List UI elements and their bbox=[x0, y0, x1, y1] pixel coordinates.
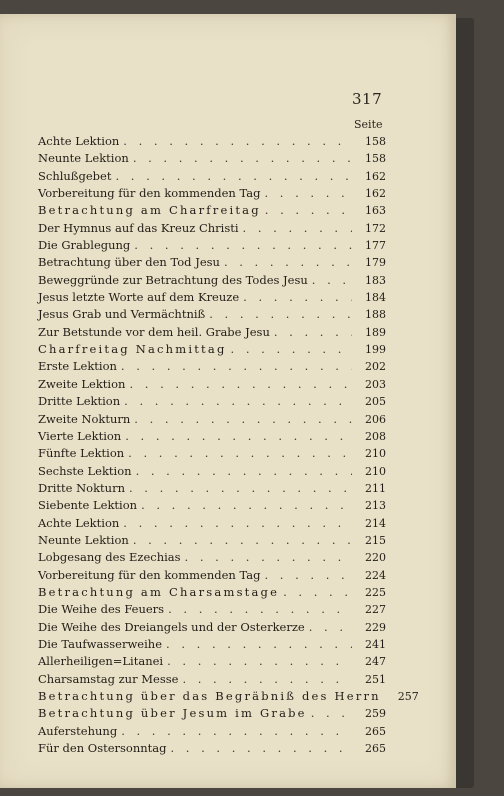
toc-entry-page: 259 bbox=[365, 707, 386, 721]
toc-dot-leader bbox=[231, 342, 352, 356]
toc-entry-title: Betrachtung am Charsamstage bbox=[38, 584, 280, 599]
toc-entry-title: Betrachtung über das Begräbniß des Herrn bbox=[38, 689, 381, 703]
toc-dot-leader bbox=[168, 602, 352, 616]
toc-entry-title: Erste Lektion bbox=[38, 359, 117, 374]
toc-entry bbox=[38, 706, 386, 723]
toc-entry bbox=[38, 377, 386, 394]
toc-dot-leader bbox=[128, 446, 352, 460]
toc-entry-title: Dritte Lektion bbox=[38, 394, 121, 409]
toc-entry bbox=[38, 359, 386, 376]
toc-dot-leader bbox=[133, 533, 352, 547]
toc-entry-title: Die Weihe des Dreiangels und der Osterkerze bbox=[38, 619, 305, 634]
toc-entry-title: Siebente Lektion bbox=[38, 498, 138, 513]
toc-entry-page: 205 bbox=[365, 395, 386, 409]
toc-entry-title: Zweite Nokturn bbox=[38, 411, 131, 426]
toc-entry-page: 158 bbox=[365, 152, 386, 166]
toc-entry-title: Charfreitag Nachmittag bbox=[38, 342, 227, 357]
toc-entry bbox=[38, 151, 386, 168]
toc-entry-page: 162 bbox=[365, 187, 386, 201]
toc-entry bbox=[38, 255, 386, 272]
toc-entry bbox=[38, 273, 386, 290]
toc-dot-leader bbox=[264, 186, 352, 200]
toc-dot-leader bbox=[209, 307, 352, 321]
toc-entry-title: Die Weihe des Feuers bbox=[38, 602, 165, 617]
toc-entry-page: 183 bbox=[365, 273, 386, 287]
toc-entry-title: Achte Lektion bbox=[38, 134, 120, 148]
toc-dot-leader bbox=[185, 550, 352, 564]
toc-dot-leader bbox=[311, 706, 352, 720]
toc-entry-page: 172 bbox=[365, 221, 386, 235]
toc-entry-title: Allerheiligen=Litanei bbox=[38, 654, 164, 669]
toc-entry-title: Jesus letzte Worte auf dem Kreuze bbox=[38, 290, 240, 305]
toc-entry-title: Achte Lektion bbox=[38, 515, 120, 530]
toc-dot-leader bbox=[121, 359, 352, 373]
toc-entry-title: Betrachtung über Jesum im Grabe bbox=[38, 706, 307, 721]
toc-entry-title: Neunte Lektion bbox=[38, 532, 129, 547]
toc-entry bbox=[38, 186, 386, 203]
toc-entry-title: Die Taufwasserweihe bbox=[38, 636, 163, 651]
toc-entry bbox=[38, 325, 386, 342]
toc-entry-page: 162 bbox=[365, 169, 386, 183]
toc-entry-page: 225 bbox=[365, 585, 386, 599]
toc-entry-page: 247 bbox=[365, 655, 386, 669]
toc-entry bbox=[38, 637, 386, 654]
toc-entry-page: 251 bbox=[365, 672, 386, 686]
toc-entry bbox=[38, 516, 386, 533]
toc-entry-title: Jesus Grab und Vermächtniß bbox=[38, 307, 206, 322]
toc-entry-page: 163 bbox=[365, 204, 386, 218]
toc-entry-page: 179 bbox=[365, 256, 386, 270]
toc-dot-leader bbox=[224, 255, 352, 269]
toc-entry-title: Zweite Lektion bbox=[38, 376, 126, 391]
toc-entry-title: Charsamstag zur Messe bbox=[38, 671, 179, 686]
toc-entry-page: 203 bbox=[365, 377, 386, 391]
toc-entry-page: 220 bbox=[365, 551, 386, 565]
toc-entry-title: Sechste Lektion bbox=[38, 463, 132, 478]
toc-entry bbox=[38, 290, 386, 307]
toc-entry-title: Zur Betstunde vor dem heil. Grabe Jesu bbox=[38, 324, 270, 339]
toc-entry-page: 210 bbox=[365, 464, 386, 478]
toc-entry bbox=[38, 238, 386, 255]
toc-dot-leader bbox=[121, 724, 352, 738]
toc-dot-leader bbox=[141, 498, 352, 512]
toc-entry bbox=[38, 568, 386, 585]
toc-entry bbox=[38, 585, 386, 602]
toc-entry-page: 208 bbox=[365, 429, 386, 443]
toc-entry bbox=[38, 689, 419, 706]
toc-entry-title: Neunte Lektion bbox=[38, 151, 129, 166]
toc-entry-page: 188 bbox=[365, 308, 386, 322]
toc-entry bbox=[38, 412, 386, 429]
toc-entry-page: 202 bbox=[365, 360, 386, 374]
toc-dot-leader bbox=[134, 238, 352, 252]
toc-dot-leader bbox=[124, 394, 352, 408]
toc-entry-page: 158 bbox=[365, 135, 386, 148]
toc-dot-leader bbox=[264, 568, 352, 582]
toc-entry-page: 177 bbox=[365, 239, 386, 253]
toc-entry-title: Vierte Lektion bbox=[38, 428, 122, 443]
toc-entry-page: 215 bbox=[365, 533, 386, 547]
toc-dot-leader bbox=[123, 516, 352, 530]
toc-dot-leader bbox=[129, 377, 352, 391]
toc-entry-page: 184 bbox=[365, 291, 386, 305]
toc-entry-page: 227 bbox=[365, 603, 386, 617]
toc-entry-title: Lobgesang des Ezechias bbox=[38, 550, 181, 565]
toc-entry bbox=[38, 724, 386, 741]
toc-entry bbox=[38, 654, 386, 671]
toc-entry-page: 213 bbox=[365, 499, 386, 513]
toc-entry bbox=[38, 741, 386, 758]
toc-entry-title: Der Hymnus auf das Kreuz Christi bbox=[38, 220, 239, 235]
toc-entry bbox=[38, 342, 386, 359]
toc-entry bbox=[38, 464, 386, 481]
toc-dot-leader bbox=[283, 585, 352, 599]
toc-entry-title: Fünfte Lektion bbox=[38, 446, 125, 461]
toc-entry-title: Auferstehung bbox=[38, 723, 118, 738]
page-column-header: Seite bbox=[354, 118, 383, 131]
toc-entry-page: 211 bbox=[365, 481, 386, 495]
toc-entry bbox=[38, 620, 386, 637]
toc-dot-leader bbox=[171, 741, 353, 755]
toc-dot-leader bbox=[309, 620, 352, 634]
toc-dot-leader bbox=[166, 637, 352, 651]
toc-entry bbox=[38, 672, 386, 689]
toc-entry-page: 210 bbox=[365, 447, 386, 461]
toc-entry bbox=[38, 203, 386, 220]
book-page bbox=[0, 14, 456, 788]
toc-entry-page: 229 bbox=[365, 620, 386, 634]
toc-entry bbox=[38, 134, 386, 151]
toc-dot-leader bbox=[312, 273, 352, 287]
toc-dot-leader bbox=[125, 429, 352, 443]
toc-dot-leader bbox=[129, 481, 352, 495]
toc-dot-leader bbox=[243, 221, 352, 235]
toc-entry-title: Die Grablegung bbox=[38, 238, 131, 253]
toc-entry-title: Dritte Nokturn bbox=[38, 480, 125, 495]
toc-entry-page: 214 bbox=[365, 516, 386, 530]
toc-entry-title: Vorbereitung für den kommenden Tag bbox=[38, 186, 261, 201]
toc-entry-title: Schlußgebet bbox=[38, 168, 112, 183]
toc-dot-leader bbox=[136, 464, 352, 478]
toc-entry bbox=[38, 307, 386, 324]
toc-entry bbox=[38, 481, 386, 498]
toc-entry bbox=[38, 533, 386, 550]
toc-entry-page: 265 bbox=[365, 724, 386, 738]
toc-entry bbox=[38, 498, 386, 515]
toc-dot-leader bbox=[134, 412, 352, 426]
page-number: 317 bbox=[352, 90, 383, 108]
toc-entry-title: Betrachtung über den Tod Jesu bbox=[38, 255, 220, 270]
toc-entry-page: 265 bbox=[365, 742, 386, 756]
toc-entry-page: 257 bbox=[397, 690, 419, 703]
toc-dot-leader bbox=[274, 325, 352, 339]
toc-entry-page: 224 bbox=[365, 568, 386, 582]
toc-dot-leader bbox=[182, 672, 352, 686]
toc-entry-title: Beweggründe zur Betrachtung des Todes Jesu bbox=[38, 272, 308, 287]
toc-entry-title: Vorbereitung für den kommenden Tag bbox=[38, 567, 261, 582]
toc-entry bbox=[38, 550, 386, 567]
toc-dot-leader bbox=[115, 169, 352, 183]
toc-entry-title: Betrachtung am Charfreitag bbox=[38, 203, 261, 218]
toc-entry bbox=[38, 602, 386, 619]
table-of-contents bbox=[38, 134, 419, 758]
toc-dot-leader bbox=[123, 134, 352, 148]
toc-entry bbox=[38, 446, 386, 463]
toc-entry-title: Für den Ostersonntag bbox=[38, 741, 167, 756]
toc-entry-page: 189 bbox=[365, 325, 386, 339]
toc-entry bbox=[38, 394, 386, 411]
toc-entry-page: 206 bbox=[365, 412, 386, 426]
toc-dot-leader bbox=[243, 290, 352, 304]
toc-dot-leader bbox=[133, 151, 352, 165]
toc-entry bbox=[38, 429, 386, 446]
toc-dot-leader bbox=[167, 654, 352, 668]
toc-entry bbox=[38, 169, 386, 186]
toc-entry bbox=[38, 221, 386, 238]
toc-entry-page: 241 bbox=[365, 637, 386, 651]
toc-entry-page: 199 bbox=[365, 343, 386, 357]
toc-dot-leader bbox=[265, 203, 352, 217]
